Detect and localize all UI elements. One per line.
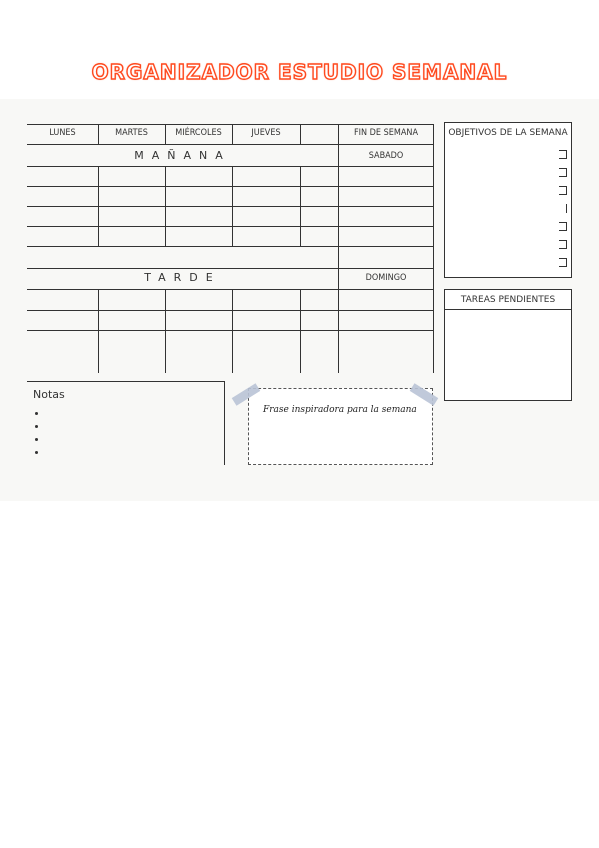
grid-line (433, 125, 434, 373)
day-header-wednesday: MIÉRCOLES (175, 128, 222, 138)
grid-line (27, 268, 434, 269)
grid-line (300, 166, 301, 246)
sunday-label: DOMINGO (365, 273, 407, 283)
day-header-monday: LUNES (49, 128, 76, 138)
goal-checkbox[interactable] (559, 258, 567, 267)
weekly-schedule (27, 124, 434, 373)
grid-line (232, 166, 233, 246)
grid-line (338, 125, 339, 373)
day-header-thursday: JUEVES (251, 128, 281, 138)
goal-checkbox[interactable] (559, 204, 567, 213)
saturday-label: SABADO (368, 151, 404, 161)
page-title: ORGANIZADOR ESTUDIO SEMANAL (91, 60, 508, 84)
grid-line (27, 166, 434, 167)
notes-bullet (35, 412, 38, 415)
quote-card (248, 388, 433, 465)
day-header-tuesday: MARTES (115, 128, 148, 138)
afternoon-label: TARDE (144, 271, 221, 284)
grid-line (232, 289, 233, 373)
notes-box (27, 381, 225, 465)
goal-checkbox[interactable] (559, 168, 567, 177)
goals-title: OBJETIVOS DE LA SEMANA (448, 128, 568, 138)
grid-line (98, 125, 99, 144)
day-header-weekend: FIN DE SEMANA (354, 128, 418, 138)
quote-text: Frase inspiradora para la semana (263, 405, 417, 415)
notes-bullet (35, 451, 38, 454)
grid-line (27, 226, 434, 227)
tasks-panel (444, 289, 572, 401)
grid-line (27, 289, 434, 290)
grid-line (165, 125, 166, 144)
goal-checkbox[interactable] (559, 240, 567, 249)
grid-line (27, 330, 434, 331)
grid-line (27, 246, 434, 247)
grid-line (300, 125, 301, 144)
grid-line (27, 186, 434, 187)
grid-line (300, 289, 301, 373)
morning-label: MAÑANA (134, 149, 231, 162)
grid-line (98, 289, 99, 373)
notes-bullet (35, 425, 38, 428)
goals-panel (444, 122, 572, 278)
grid-line (27, 206, 434, 207)
tasks-divider (445, 309, 571, 310)
goal-checkbox[interactable] (559, 186, 567, 195)
grid-line (27, 310, 434, 311)
notes-title: Notas (33, 388, 65, 401)
goal-checkbox[interactable] (559, 222, 567, 231)
grid-line (165, 166, 166, 246)
notes-bullet (35, 438, 38, 441)
grid-line (98, 166, 99, 246)
grid-line (165, 289, 166, 373)
grid-line (232, 125, 233, 144)
goal-checkbox[interactable] (559, 150, 567, 159)
grid-line (27, 144, 434, 145)
tasks-title: TAREAS PENDIENTES (460, 295, 556, 305)
